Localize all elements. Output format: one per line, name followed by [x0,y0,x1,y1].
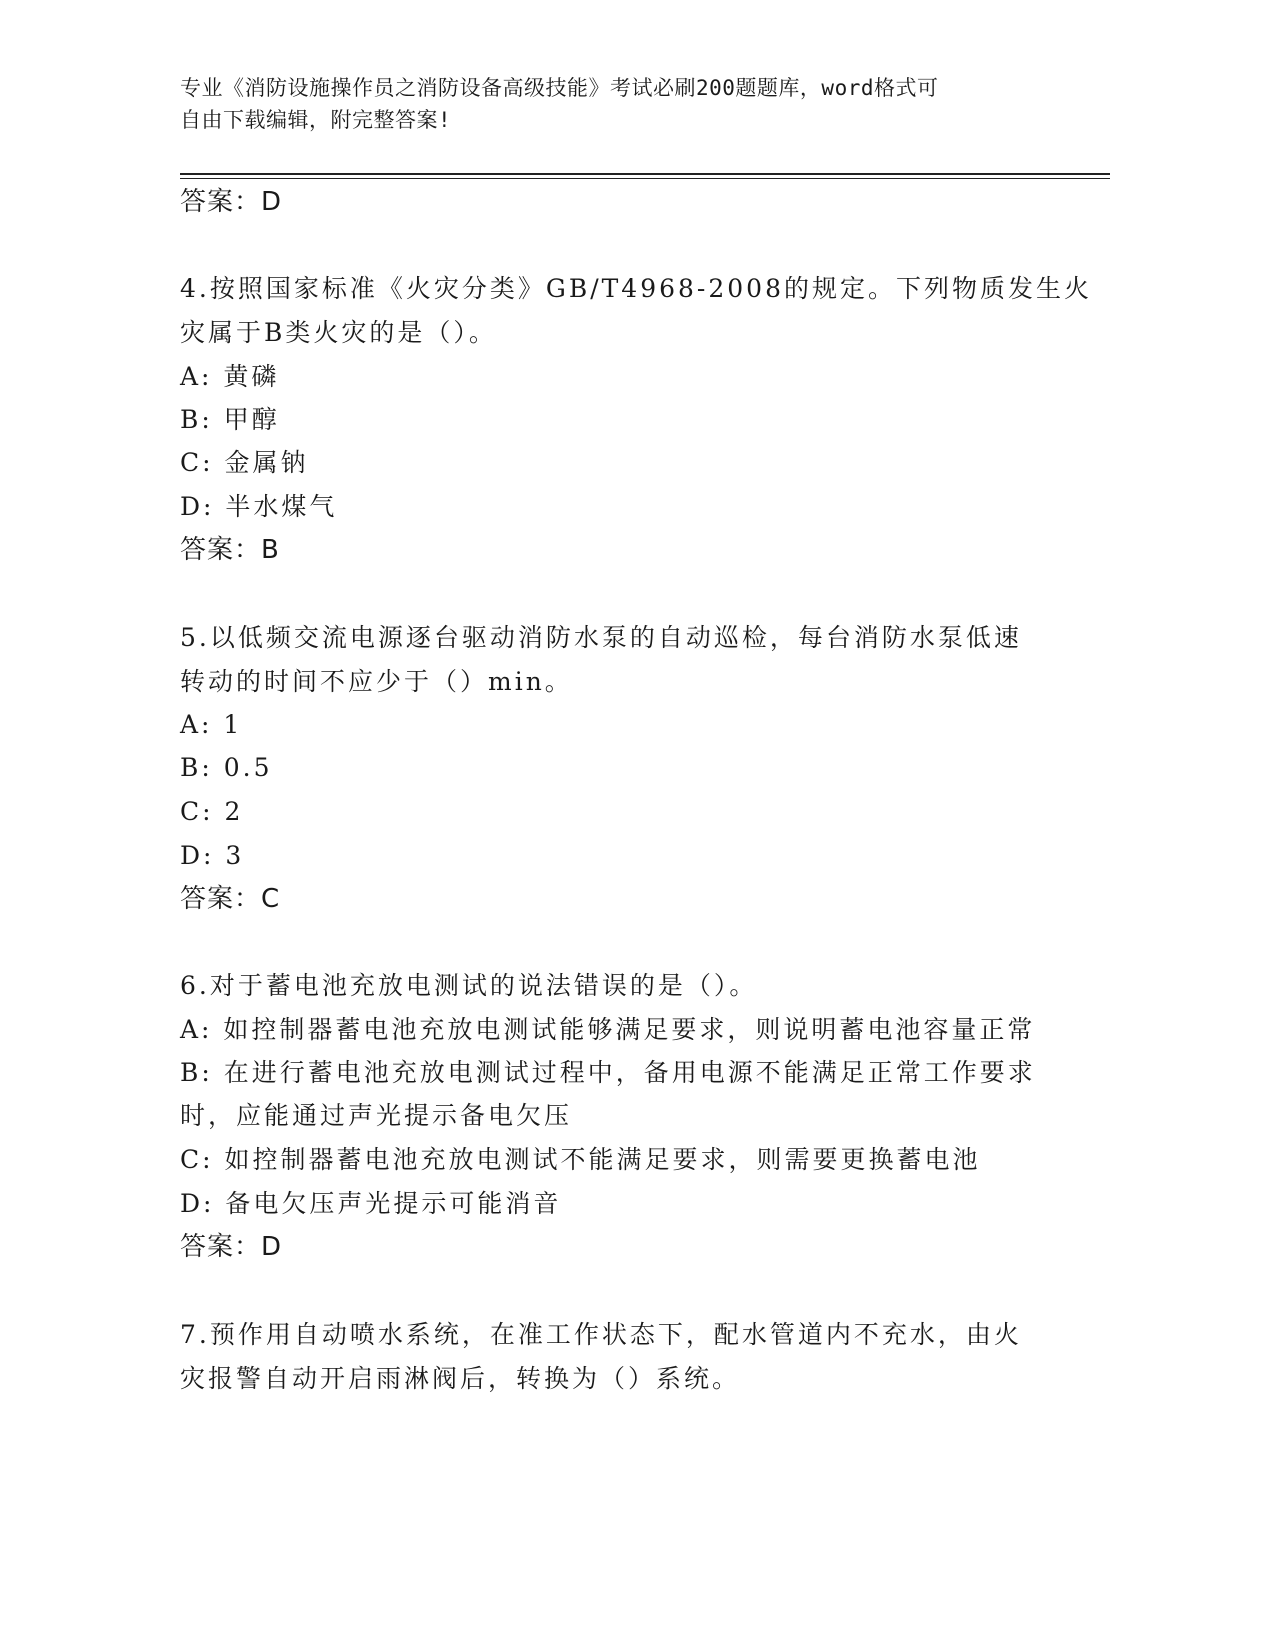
question-5-option-a: A: 1 [180,710,243,739]
question-6-option-b-line-1: B: 在进行蓄电池充放电测试过程中，备用电源不能满足正常工作要求 [180,1058,1036,1087]
question-7-stem-line-2: 灾报警自动开启雨淋阀后，转换为（）系统。 [180,1364,741,1393]
question-4-stem-line-1: 4.按照国家标准《火灾分类》GB/T4968-2008的规定。下列物质发生火 [180,274,1092,303]
question-4-option-b: B: 甲醇 [180,405,280,434]
question-4-option-d: D: 半水煤气 [180,492,338,521]
question-6-stem-line-1: 6.对于蓄电池充放电测试的说法错误的是（）。 [180,971,758,1000]
question-5-option-d: D: 3 [180,841,245,870]
question-4-option-c: C: 金属钠 [180,448,309,477]
question-4-stem-line-2: 灾属于B类火灾的是（）。 [180,318,497,347]
question-5-option-b: B: 0.5 [180,753,273,782]
document-header [180,72,1060,136]
question-7-stem-line-1: 7.预作用自动喷水系统，在准工作状态下，配水管道内不充水，由火 [180,1320,1022,1349]
question-6-option-a: A: 如控制器蓄电池充放电测试能够满足要求，则说明蓄电池容量正常 [180,1015,1036,1044]
question-5-stem-line-2: 转动的时间不应少于（）min。 [180,667,573,696]
question-5-option-c: C: 2 [180,797,244,826]
question-4-answer: 答案：B [180,535,280,565]
question-6-option-b-line-2: 时，应能通过声光提示备电欠压 [180,1101,573,1130]
question-6-option-c: C: 如控制器蓄电池充放电测试不能满足要求，则需要更换蓄电池 [180,1145,981,1174]
header-line-2: 自由下载编辑，附完整答案! [180,108,452,132]
question-5-stem-line-1: 5.以低频交流电源逐台驱动消防水泵的自动巡检，每台消防水泵低速 [180,623,1022,652]
question-6-option-d: D: 备电欠压声光提示可能消音 [180,1189,562,1218]
question-5-answer: 答案：C [180,884,281,914]
header-divider-thin [180,178,1110,179]
question-4-option-a: A: 黄磷 [180,362,280,391]
question-6-answer: 答案：D [180,1232,283,1262]
prev-question-answer: 答案：D [180,187,283,217]
header-line-1: 专业《消防设施操作员之消防设备高级技能》考试必刷200题题库，word格式可 [180,76,939,100]
header-divider-thick [180,173,1110,175]
